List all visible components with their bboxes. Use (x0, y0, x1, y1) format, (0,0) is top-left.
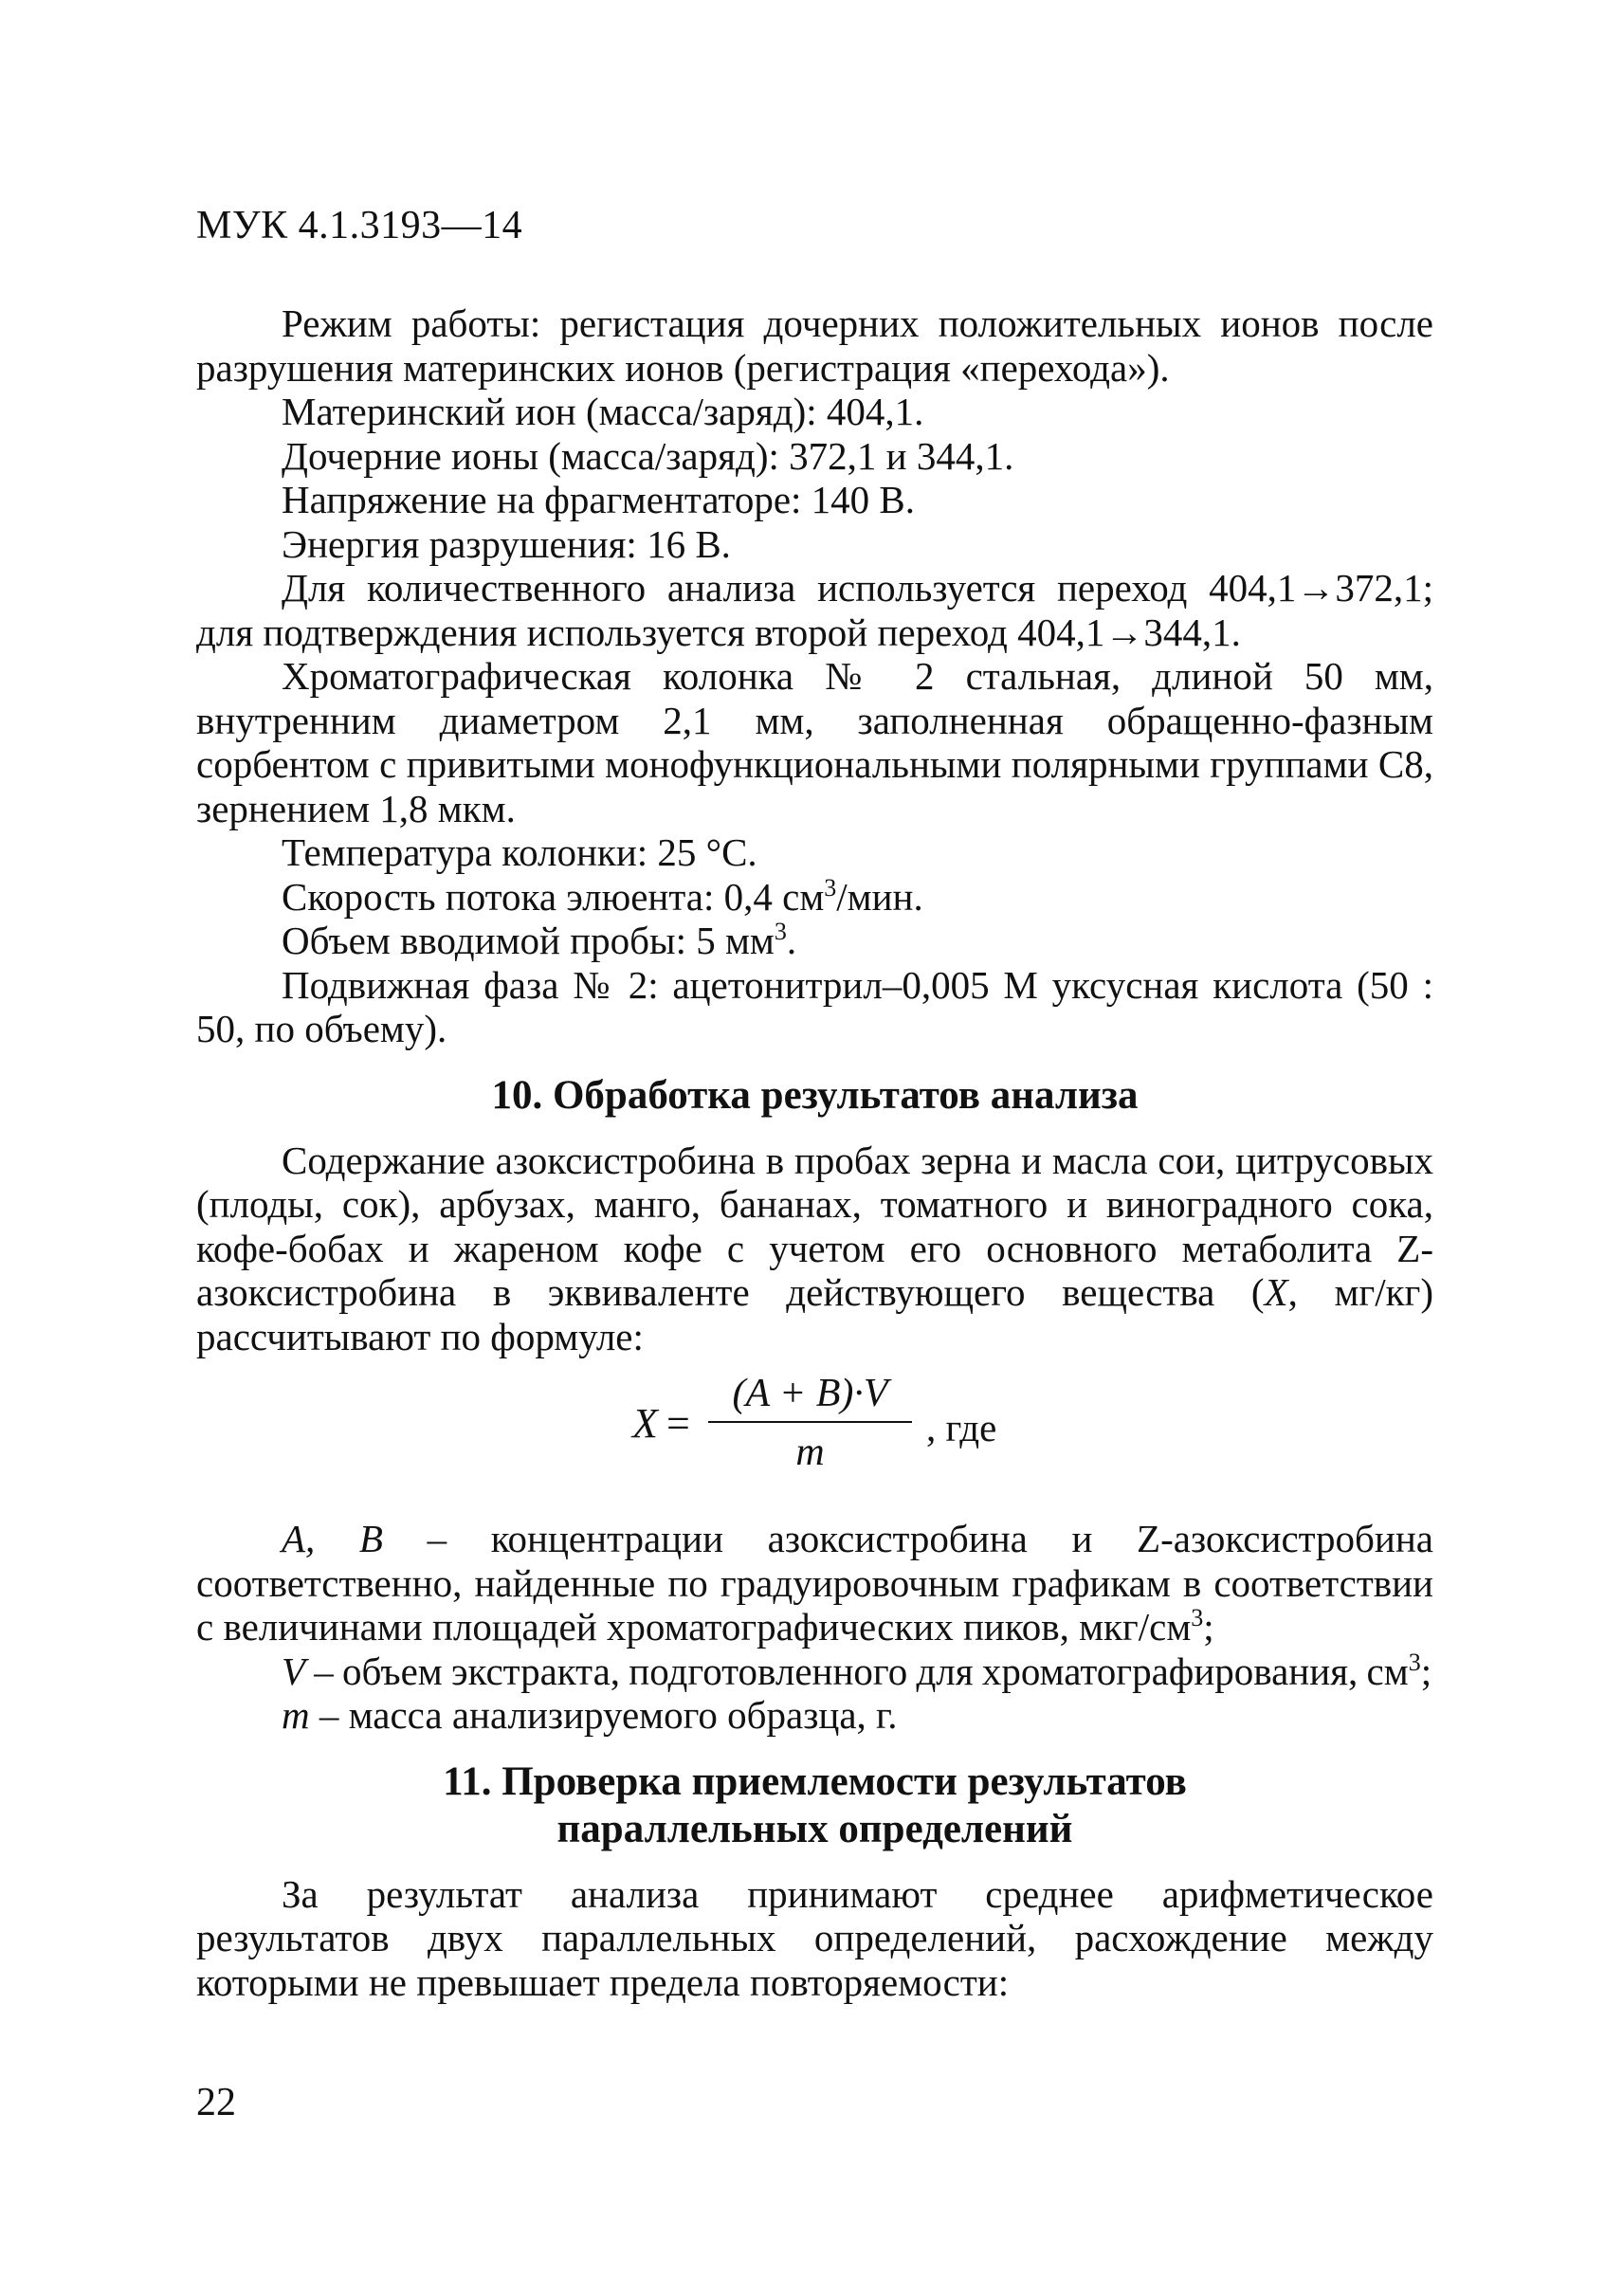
formula-where: , где (926, 1406, 997, 1449)
paragraph-transitions: Для количественного анализа используется переход 404,1→372,1; для подтверждения используется второй переход 404,1→344,1. (196, 566, 1433, 654)
paragraph-column-temperature: Температура колонки: 25 °С. (282, 830, 757, 874)
document-code: МУК 4.1.3193—14 (196, 204, 523, 247)
paragraph-mobile-phase: Подвижная фаза № 2: ацетонитрил–0,005 М уксусная кислота (50 : 50, по объему). (196, 962, 1433, 1050)
paragraph-parent-ion: Материнский ион (масса/заряд): 404,1. (282, 390, 924, 433)
paragraph-flow-rate: Скорость потока элюента: 0,4 $см^3$/мин. (282, 873, 923, 919)
paragraph-mode: Режим работы: регистация дочерних положительных ионов после разрушения материнских ионов (регистрация «перехода»). (196, 301, 1433, 390)
paragraph-var-ab: A, B – концентрации азоксистробина и Z-азоксистробина соответственно, найденные по градуировочным графикам в соответствии с величинами площадей хроматографических пиков, мкг/$см^3$; (196, 1517, 1434, 1649)
paragraph-daughter-ions: Дочерние ионы (масса/заряд): 372,1 и 344,1. (282, 433, 1014, 478)
paragraph-fragmentor-voltage: Напряжение на фрагментаторе: 140 В. (282, 478, 916, 521)
section-10-title: 10. Обработка результатов анализа (491, 1072, 1139, 1118)
paragraph-acceptance: За результат анализа принимают среднее арифметическое результатов двух параллельных определений, расхождение между которыми не превышает предела повторяемости: (196, 1871, 1433, 2004)
page-number: 22 (196, 2081, 236, 2124)
formula-fraction (708, 1368, 912, 1476)
fraction-bar (708, 1421, 912, 1423)
paragraph-injection-volume: Объем вводимой пробы: 5 $мм^3$. (282, 918, 797, 962)
formula-equals: = (666, 1400, 690, 1447)
formula (196, 1368, 1433, 1505)
formula-denominator: m (795, 1430, 825, 1474)
paragraph-column: Хроматографическая колонка № 2 стальная, длиной 50 мм, внутренним диаметром 2,1 мм, заполненная обращенно-фазным сорбентом с привитыми монофункциональными полярными группами C8, зернением 1,8 мкм. (196, 654, 1433, 830)
paragraph-collision-energy: Энергия разрушения: 16 В. (282, 521, 731, 566)
formula-lhs: X (632, 1400, 658, 1447)
paragraph-calculation-intro: Содержание азоксистробина в пробах зерна и масла сои, цитрусовых (плоды, сок), арбузах, манго, бананах, томатного и виноградного сока, кофе-бобах и жареном кофе с учетом его основного метаболита Z-азоксистробина в эквиваленте действующего вещества (X, мг/кг) рассчитывают по формуле: (196, 1138, 1433, 1358)
section-11-title: 11. Проверка приемлемости результатов параллельных определений (443, 1758, 1187, 1851)
page-body (196, 301, 1433, 2004)
formula-numerator: (A + B)·V (732, 1372, 888, 1415)
paragraph-var-v: V – объем экстракта, подготовленного для хроматографирования, $см^3$; (282, 1648, 1432, 1693)
paragraph-var-m: m – масса анализируемого образца, г. (282, 1693, 898, 1737)
